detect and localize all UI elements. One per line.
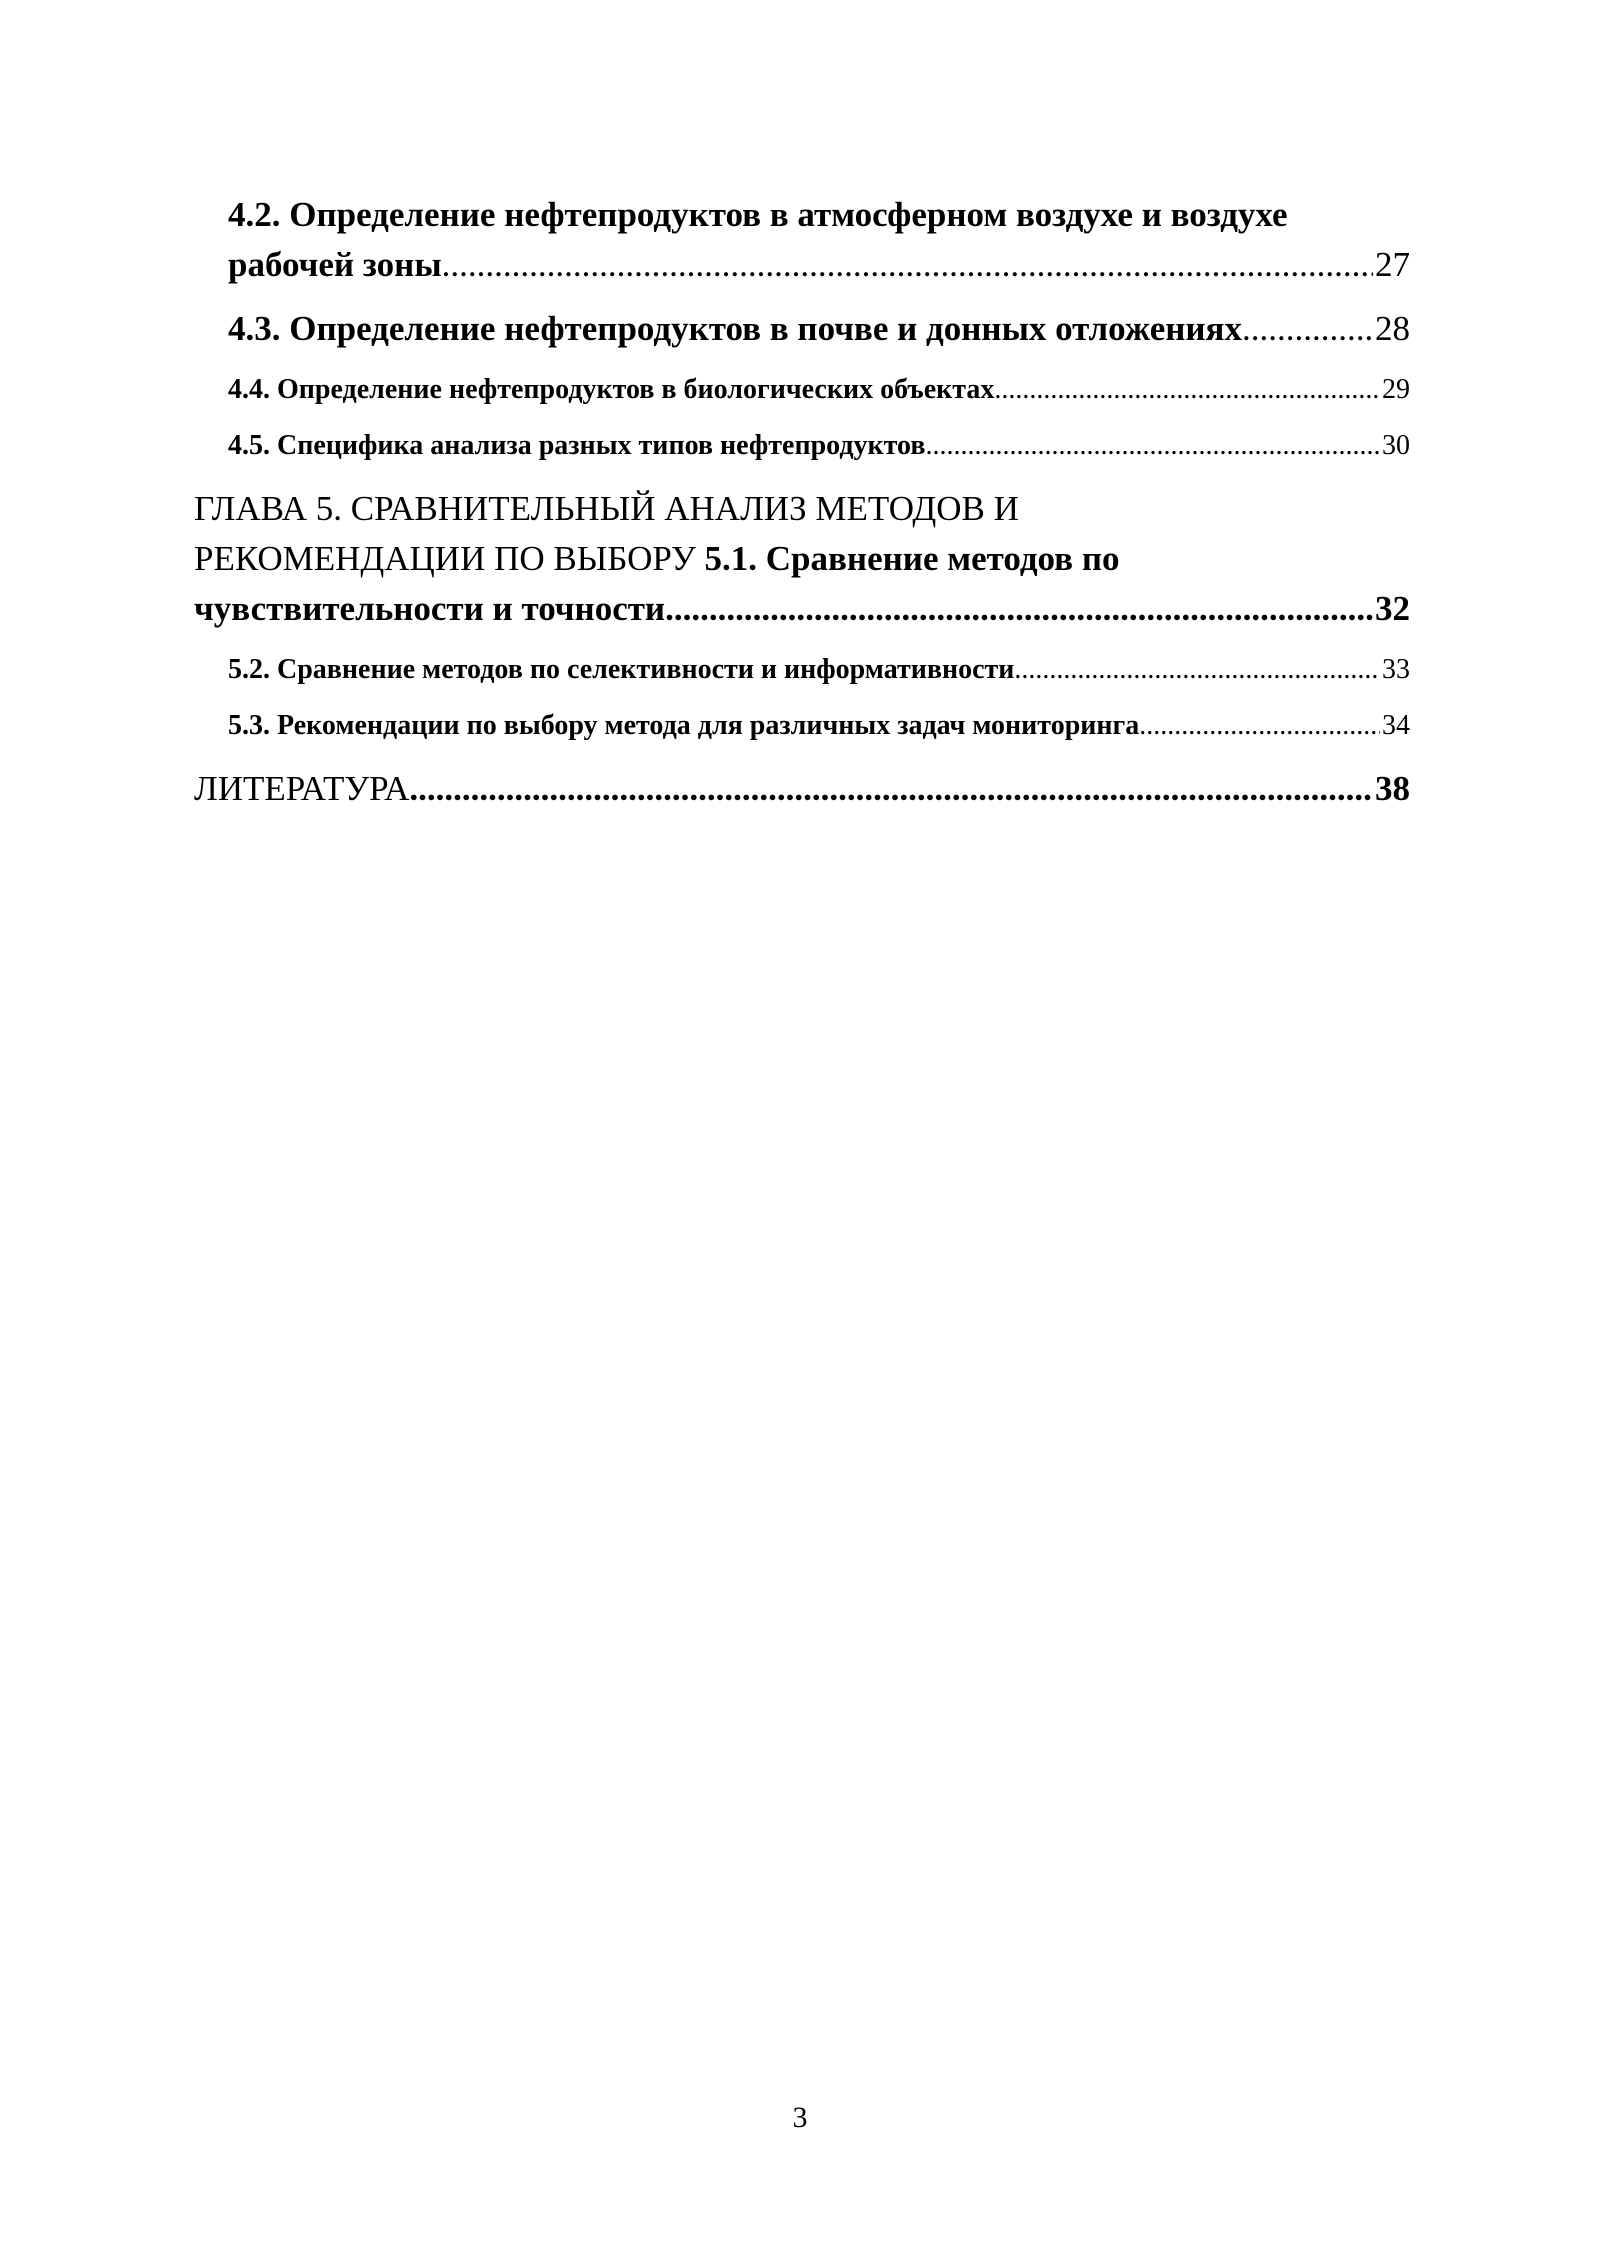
- toc-dot-leader: [409, 764, 1373, 814]
- toc-entry-4-4[interactable]: [194, 370, 1410, 410]
- page-number: 3: [792, 2101, 808, 2134]
- toc-entry-title: 5.3. Рекомендации по выбору метода для различных задач мониторинга: [228, 710, 1140, 741]
- toc-entry-4-2[interactable]: [194, 190, 1410, 290]
- toc-chapter-title-caps: РЕКОМЕНДАЦИИ ПО ВЫБОРУ: [194, 539, 696, 578]
- toc-dot-leader: [994, 370, 1380, 410]
- toc-chapter-title-line: ГЛАВА 5. СРАВНИТЕЛЬНЫЙ АНАЛИЗ МЕТОДОВ И: [194, 489, 1019, 528]
- toc-page-number: 32: [1375, 589, 1410, 628]
- toc-entry-title: 4.3. Определение нефтепродуктов в почве и донных отложениях: [228, 309, 1242, 348]
- toc-entry-5-3[interactable]: [194, 706, 1410, 746]
- toc-page-number: 29: [1382, 374, 1410, 405]
- toc-entry-title: 4.5. Специфика анализа разных типов нефтепродуктов: [228, 430, 926, 461]
- toc-page-number: 34: [1382, 710, 1410, 741]
- toc-entry-literature[interactable]: [194, 764, 1410, 814]
- toc-entry-title: 5.2. Сравнение методов по селективности и информативности: [228, 654, 1015, 685]
- toc-page-number: 30: [1382, 430, 1410, 461]
- toc-chapter-title-rest: 5.1. Сравнение методов по: [695, 539, 1120, 578]
- toc-page-number: 27: [1375, 245, 1410, 284]
- toc-entry-title-line: 4.2. Определение нефтепродуктов в атмосферном воздухе и воздухе: [228, 195, 1288, 234]
- table-of-contents: [194, 190, 1410, 814]
- toc-entry-title: чувствительности и точности: [194, 589, 666, 628]
- toc-dot-leader: [1139, 706, 1380, 746]
- toc-page-number: 28: [1375, 309, 1410, 348]
- toc-entry-4-3[interactable]: [194, 304, 1410, 354]
- toc-dot-leader: [665, 584, 1373, 634]
- toc-page-number: 33: [1382, 654, 1410, 685]
- toc-entry-title: 4.4. Определение нефтепродуктов в биологических объектах: [228, 374, 995, 405]
- toc-dot-leader: [925, 426, 1380, 466]
- toc-entry-title: рабочей зоны: [228, 245, 442, 284]
- toc-entry-chapter-5[interactable]: [194, 484, 1410, 634]
- toc-dot-leader: [442, 240, 1373, 290]
- toc-page-number: 38: [1375, 769, 1410, 808]
- toc-dot-leader: [1014, 650, 1380, 690]
- toc-entry-4-5[interactable]: [194, 426, 1410, 466]
- toc-dot-leader: [1242, 304, 1373, 354]
- toc-entry-5-2[interactable]: [194, 650, 1410, 690]
- toc-entry-title: ЛИТЕРАТУРА: [194, 769, 410, 808]
